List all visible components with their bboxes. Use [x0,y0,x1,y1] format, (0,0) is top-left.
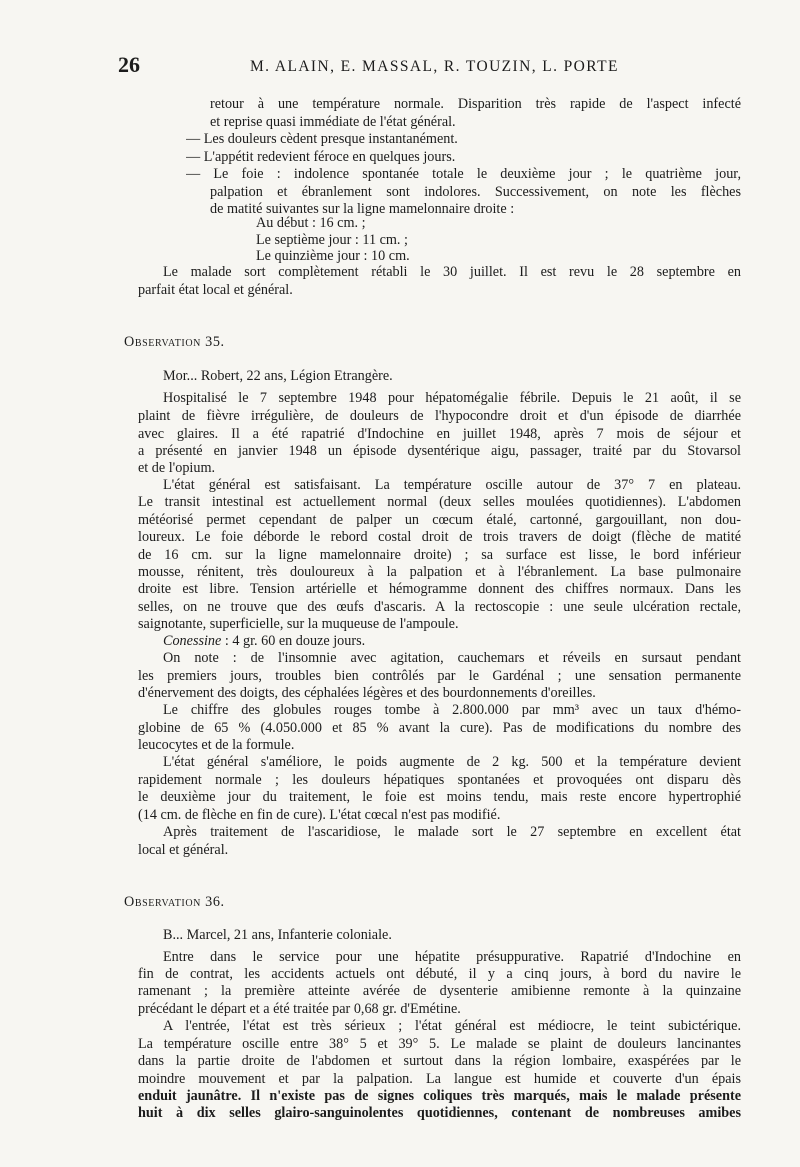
text-line: A l'entrée, l'état est très sérieux ; l'état général est médiocre, le teint subictérique. [163,1018,741,1034]
observation-heading: Observation 35. [124,334,225,350]
text-line: droite est libre. Tension artérielle et hémogramme donnent des chiffres normaux. Dans les [138,581,741,597]
text-line: — L'appétit redevient féroce en quelques jours. [186,149,456,165]
text-line: précédant le départ et a été traitée par 0,68 gr. d'Emétine. [138,1001,461,1017]
text-line: Le quinzième jour : 10 cm. [256,248,410,264]
page-number: 26 [118,52,140,77]
text-line: moindre mouvement et par la palpation. La langue est humide et couverte d'un épais [138,1071,741,1087]
text-line: (14 cm. de flèche en fin de cure). L'état cœcal n'est pas modifié. [138,807,501,823]
text-line: Le malade sort complètement rétabli le 30 juillet. Il est revu le 28 septembre en [163,264,741,280]
text-line: fin de contrat, les accidents actuels ont débuté, il y a cinq jours, à bord du navire le [138,966,741,982]
page-header [118,52,742,83]
text-line: Conessine : 4 gr. 60 en douze jours. [163,633,366,649]
text-line: — Les douleurs cèdent presque instantanément. [186,131,458,147]
text-line: saignotante, superficielle, sur la muqueuse de l'ampoule. [138,616,459,632]
text-line: rapidement normale ; les douleurs hépatiques spontanées et provoquées ont disparu dès [138,772,741,788]
text-line: enduit jaunâtre. Il n'existe pas de signes coliques très marqués, mais le malade présente [138,1088,741,1104]
text-line: Le chiffre des globules rouges tombe à 2.800.000 par mm³ avec un taux d'hémo- [163,702,741,718]
text-line: On note : de l'insomnie avec agitation, cauchemars et réveils en sursaut pendant [163,650,741,666]
text-line: palpation et ébranlement sont indolores. Successivement, on note les flèches [210,184,741,200]
text-line: Au début : 16 cm. ; [256,215,366,231]
text-line: avec glaires. Il a été rapatrié d'Indochine en juillet 1948, après 7 mois de séjour et [138,426,741,442]
running-head-authors: M. ALAIN, E. MASSAL, R. TOUZIN, L. PORTE [250,58,619,75]
text-line: plaint de fièvre irrégulière, de douleurs de l'hypocondre droit et d'un épisode de diarrhée [138,408,741,424]
text-line: météorisé permet cependant de palper un cœcum étalé, cartonné, gargouillant, non dou- [138,512,741,528]
text-line: le deuxième jour du traitement, le foie est moins tendu, mais reste encore hypertrophié [138,789,741,805]
text-line: Le transit intestinal est actuellement normal (deux selles moulées quotidiennes). L'abdomen [138,494,741,510]
text-line: Après traitement de l'ascaridiose, le malade sort le 27 septembre en excellent état [163,824,741,840]
text-line: Hospitalisé le 7 septembre 1948 pour hépatomégalie fébrile. Depuis le 21 août, il se [163,390,741,406]
text-line: Entre dans le service pour une hépatite présuppurative. Rapatrié d'Indochine en [163,949,741,965]
text-line: selles, on ne trouve que des œufs d'ascaris. A la rectoscopie : une seule ulcération rectale, [138,599,741,615]
text-line: L'état général s'améliore, le poids augmente de 2 kg. 500 et la température devient [163,754,741,770]
text-line: retour à une température normale. Disparition très rapide de l'aspect infecté [210,96,741,112]
text-line: ramenant ; la première atteinte avérée de dysenterie amibienne remonte à la quinzaine [138,983,741,999]
text-line: de 16 cm. sur la ligne mamelonnaire droite) ; sa surface est lisse, le bord inférieur [138,547,741,563]
text-line: leucocytes et de la formule. [138,737,295,753]
text-line: local et général. [138,842,229,858]
text-line: L'état général est satisfaisant. La température oscille autour de 37° 7 en plateau. [163,477,741,493]
text-line: de matité suivantes sur la ligne mamelonnaire droite : [210,201,515,217]
observation-heading: Observation 36. [124,894,225,910]
text-line: — Le foie : indolence spontanée totale le deuxième jour ; le quatrième jour, [186,166,741,182]
text-line: les premiers jours, troubles bien contrôlés par le Gardénal ; une sensation permanente [138,668,741,684]
text-line: Le septième jour : 11 cm. ; [256,232,408,248]
text-line: et reprise quasi immédiate de l'état général. [210,114,456,130]
text-line: huit à dix selles glairo-sanguinolentes quotidiennes, contenant de nombreuses amibes [138,1105,741,1121]
text-line: mousse, rénitent, très douloureux à la palpation et à l'ébranlement. La base pulmonaire [138,564,741,580]
text-line: d'énervement des doigts, des céphalées légères et des bourdonnements d'oreilles. [138,685,596,701]
text-line: Mor... Robert, 22 ans, Légion Etrangère. [163,368,393,384]
text-line: B... Marcel, 21 ans, Infanterie coloniale. [163,927,392,943]
text-line: dans la partie droite de l'abdomen et surtout dans la région lombaire, exaspérées par le [138,1053,741,1069]
text-line: loureux. Le foie déborde le rebord costal droit de trois travers de doigt (flèche de matité [138,529,741,545]
text-line: a présenté en janvier 1948 un épisode dysentérique aigu, passager, traité par du Stovarsol [138,443,741,459]
text-line: La température oscille entre 38° 5 et 39° 5. Le malade se plaint de douleurs lancinantes [138,1036,741,1052]
text-line: globine de 65 % (4.050.000 et 85 % avant la cure). Pas de modifications du nombre des [138,720,741,736]
text-line: et de l'opium. [138,460,216,476]
text-line: parfait état local et général. [138,282,293,298]
